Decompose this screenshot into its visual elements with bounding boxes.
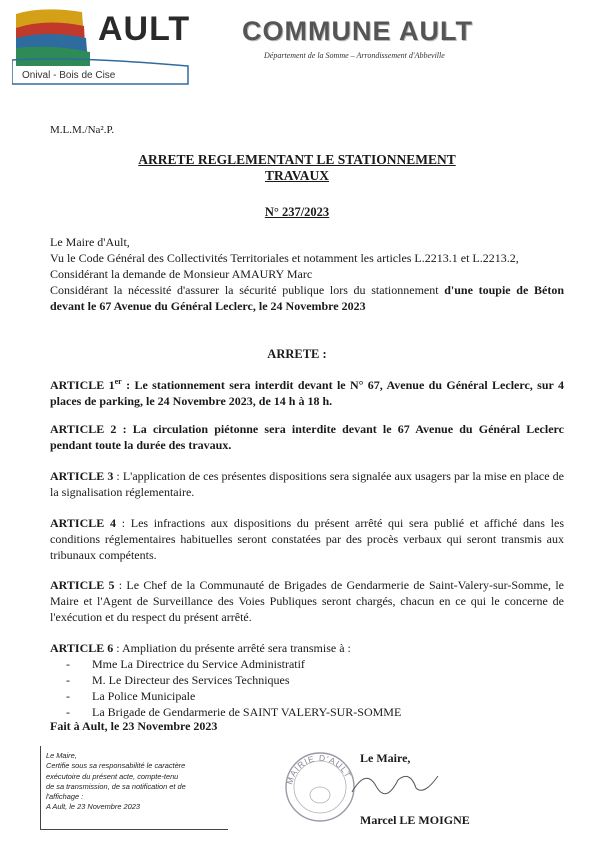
considerant-2-bold: d'une toupie de Béton devant le 67 Avenue du Général Leclerc, le 24 Novembre 2023 [50,283,564,313]
commune-logo [12,4,190,86]
cert-line: A Ault, le 23 Novembre 2023 [46,802,140,812]
article-3 [50,468,564,500]
commune-title: COMMUNE AULT [242,16,473,46]
article-6 [50,640,564,656]
preamble-considerant-2 [50,282,564,314]
article-6-text: : Ampliation du présente arrêté sera transmise à : [113,641,351,655]
article-5-label: ARTICLE 5 [50,578,115,592]
article-3-label: ARTICLE 3 [50,469,114,483]
preamble-vu: Vu le Code Général des Collectivités Territoriales et notamment les articles L.2213.1 et L.2213.2, [50,251,519,265]
preamble-considerant-1: Considérant la demande de Monsieur AMAURY Marc [50,267,313,281]
list-item: - Mme La Directrice du Service Administratif [66,657,305,671]
cert-line: de sa transmission, de sa notification et de [46,781,186,791]
handwritten-signature-icon [346,762,456,802]
article-5-text: : Le Chef de la Communauté de Brigades de Gendarmerie de Saint-Valery-sur-Somme, le Maire et l'Agent de Surveillance des Voies Publiques seront chargés, chacun en ce qui le concerne de l'exécution et du respect du présent arrêté. [50,578,564,624]
article-1 [50,374,564,409]
list-item: - La Brigade de Gendarmerie de SAINT VALERY-SUR-SOMME [66,705,402,719]
considerant-2-text: Considérant la nécessité d'assurer la sécurité publique lors du stationnement [50,283,445,297]
logo-subtitle: Onival - Bois de Cise [22,70,116,81]
reference-code: M.L.M./Na².P. [50,124,115,136]
article-4-text: : Les infractions aux dispositions du présent arrêté qui sera publié et affiché dans les conditions réglementaires habituelles seront constatées par des procès verbaux qui seront transmis aux tribunaux compétents. [50,516,565,562]
logo-wordmark: AULT [98,10,191,48]
arrete-heading: ARRETE : [267,347,327,361]
certification-text [46,751,236,813]
decree-number: N° 237/2023 [264,205,330,219]
department-subtitle: Département de la Somme – Arrondissement d'Abbeville [264,51,445,60]
article-5 [50,577,564,625]
article-1-colon: : [121,378,135,392]
preamble [50,234,564,314]
svg-text:MAIRIE D'AULT: MAIRIE D'AULT [284,752,354,786]
article-6-label: ARTICLE 6 [50,641,114,655]
cert-border-left [40,746,41,830]
article-2 [50,421,564,453]
decree-title-line2: TRAVAUX [264,168,330,183]
signature-title: Le Maire, [360,751,411,765]
article-1-sup: er [114,377,122,386]
done-at: Fait à Ault, le 23 Novembre 2023 [50,719,218,733]
article-2-label: ARTICLE 2 : [50,422,133,436]
distribution-list [66,656,566,720]
cert-border-bottom [40,829,228,830]
cert-line: l'affichage : [46,792,84,802]
signatory-name: Marcel LE MOIGNE [360,813,470,827]
article-1-text: Le stationnement sera interdit devant le N° 67, Avenue du Général Leclerc, sur 4 places de parking, le 24 Novembre 2023, de 14 h à 18 h. [50,378,564,408]
list-item: - La Police Municipale [66,689,196,703]
cert-line: Certifie sous sa responsabilité le caractère [46,761,186,771]
list-item: - M. Le Directeur des Services Techniques [66,673,290,687]
article-3-text: : L'application de ces présentes dispositions sera signalée aux usagers par la mise en place de la signalisation réglementaire. [50,469,564,499]
article-2-text: La circulation piétonne sera interdite devant le 67 Avenue du Général Leclerc pendant toute la durée des travaux. [50,422,564,452]
article-4 [50,515,564,563]
article-1-label: ARTICLE 1 [50,378,115,392]
cert-line: Le Maire, [46,751,77,760]
decree-title-line1: ARRETE REGLEMENTANT LE STATIONNEMENT [138,152,456,167]
cert-line: exécutoire du présent acte, compte-tenu [46,771,179,781]
preamble-mayor: Le Maire d'Ault, [50,235,130,249]
article-4-label: ARTICLE 4 [50,516,116,530]
